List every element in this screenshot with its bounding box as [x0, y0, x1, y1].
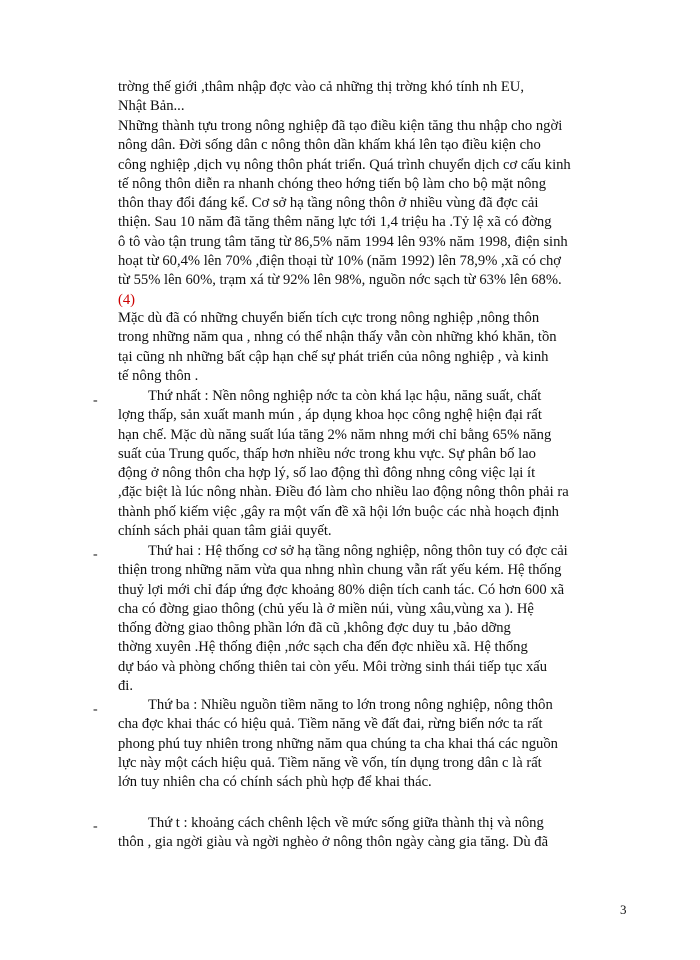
text-line: Nhật Bản... [118, 98, 185, 115]
bullet-point-first [118, 387, 630, 541]
text-line: lực này một cách hiệu quả. Tiềm năng về vốn, tín dụng trong dân c là rất [118, 754, 542, 771]
text-line: cha có đờng giao thông (chủ yếu là ở miền núi, vùng xâu,vùng xa ). Hệ [118, 600, 534, 617]
bullet-dash: - [93, 393, 98, 408]
text-line: đi. [118, 678, 133, 695]
text-line: Thứ t : khoảng cách chênh lệch về mức sống giữa thành thị và nông [148, 815, 544, 831]
text-line: trong những năm qua , nhng có thể nhận thấy vẫn còn những khó khăn, tồn [118, 329, 557, 346]
text-line: ô tô vào tận trung tâm tăng từ 86,5% năm 1994 lên 93% năm 1998, điện sinh [118, 233, 568, 250]
bullet-point-third [118, 696, 630, 792]
bullet-dash: - [93, 819, 98, 834]
text-line: Thứ hai : Hệ thống cơ sở hạ tầng nông nghiệp, nông thôn tuy có đợc cải [148, 543, 568, 559]
text-line: lớn tuy nhiên cha có chính sách phù hợp để khai thác. [118, 774, 432, 791]
text-line: Thứ nhất : Nền nông nghiệp nớc ta còn khá lạc hậu, năng suất, chất [148, 388, 542, 404]
text-line: tại cũng nh những bất cập hạn chế sự phát triển của nông nghiệp , và kinh [118, 348, 549, 365]
text-line: hạn chế. Mặc dù năng suất lúa tăng 2% năm nhng mới chỉ bằng 65% năng [118, 426, 552, 443]
bullet-point-fourth [118, 814, 630, 853]
text-line: phong phú tuy nhiên trong những năm qua chúng ta cha khai thá các nguồn [118, 735, 558, 752]
text-line: thiện trong những năm vừa qua nhng nhìn chung vẫn rất yếu kém. Hệ thống [118, 562, 562, 579]
text-line: tế nông thôn . [118, 367, 199, 384]
text-line: Mặc dù đã có những chuyển biến tích cực trong nông nghiệp ,nông thôn [118, 310, 540, 326]
text-line: Thứ ba : Nhiều nguồn tiềm năng to lớn trong nông nghiệp, nông thôn [148, 697, 553, 713]
text-line: chính sách phải quan tâm giải quyết. [118, 523, 332, 540]
bullet-dash: - [93, 702, 98, 717]
reference-marker: (4) [118, 291, 136, 308]
text-line: hoạt từ 60,4% lên 70% ,điện thoại từ 10% (năm 1992) lên 78,9% ,xã có chợ [118, 253, 562, 270]
paragraph-difficulties [118, 309, 630, 386]
bullet-point-second [118, 542, 630, 696]
text-line: tế nông thôn diễn ra nhanh chóng theo hớng tiến bộ làm cho bộ mặt nông [118, 175, 547, 192]
text-line: thuỷ lợi mới chỉ đáp ứng đợc khoảng 80% diện tích canh tác. Có hơn 600 xã [118, 581, 565, 598]
text-line: động ở nông thôn cha hợp lý, số lao động thì đông nhng công việc lại ít [118, 465, 536, 482]
bullet-dash: - [93, 547, 98, 562]
text-line: Những thành tựu trong nông nghiệp đã tạo điều kiện tăng thu nhập cho ngời [118, 118, 563, 134]
text-line: từ 55% lên 60%, trạm xá từ 92% lên 98%, nguồn nớc sạch từ 63% lên 68%. [118, 272, 562, 289]
text-line: suất của Trung quốc, thấp hơn nhiều nớc trong khu vực. Sự phân bố lao [118, 445, 536, 462]
text-line: thiện. Sau 10 năm đã tăng thêm năng lực tới 1,4 triệu ha .Tỷ lệ xã có đờng [118, 214, 552, 231]
text-line: công nghiệp ,dịch vụ nông thôn phát triển. Quá trình chuyển dịch cơ cấu kinh [118, 156, 571, 173]
text-line: thành phố kiếm việc ,gây ra một vấn đề xã hội lớn buộc các nhà hoạch định [118, 503, 559, 520]
text-line: trờng thế giới ,thâm nhập đợc vào cả những thị trờng khó tính nh EU, [118, 79, 524, 95]
text-line: nông dân. Đời sống dân c nông thôn dần khấm khá lên tạo điều kiện cho [118, 137, 541, 154]
text-line: ,đặc biệt là lúc nông nhàn. Điều đó làm cho nhiều lao động nông thôn phải ra [118, 484, 569, 501]
text-line: lợng thấp, sản xuất manh mún , áp dụng khoa học công nghệ hiện đại rất [118, 407, 542, 424]
paragraph-intro-continuation [118, 78, 630, 117]
page-number: 3 [620, 902, 627, 917]
paragraph-achievements [118, 117, 630, 310]
text-line: dự báo và phòng chống thiên tai còn yếu. Môi trờng sinh thái tiếp tục xấu [118, 658, 548, 675]
text-line: thôn thay đổi đáng kể. Cơ sở hạ tầng nông thôn ở nhiều vùng đã đợc cải [118, 195, 539, 212]
text-line: thờng xuyên .Hệ thống điện ,nớc sạch cha đến đợc nhiều xã. Hệ thống [118, 639, 528, 656]
text-line: cha đợc khai thác có hiệu quả. Tiềm năng về đất đai, rừng biển nớc ta rất [118, 716, 543, 733]
text-line: thôn , gia ngời giàu và ngời nghèo ở nông thôn ngày càng gia tăng. Dù đã [118, 834, 549, 851]
text-line: thống đờng giao thông phần lớn đã cũ ,không đợc duy tu ,bảo dỡng [118, 620, 511, 637]
